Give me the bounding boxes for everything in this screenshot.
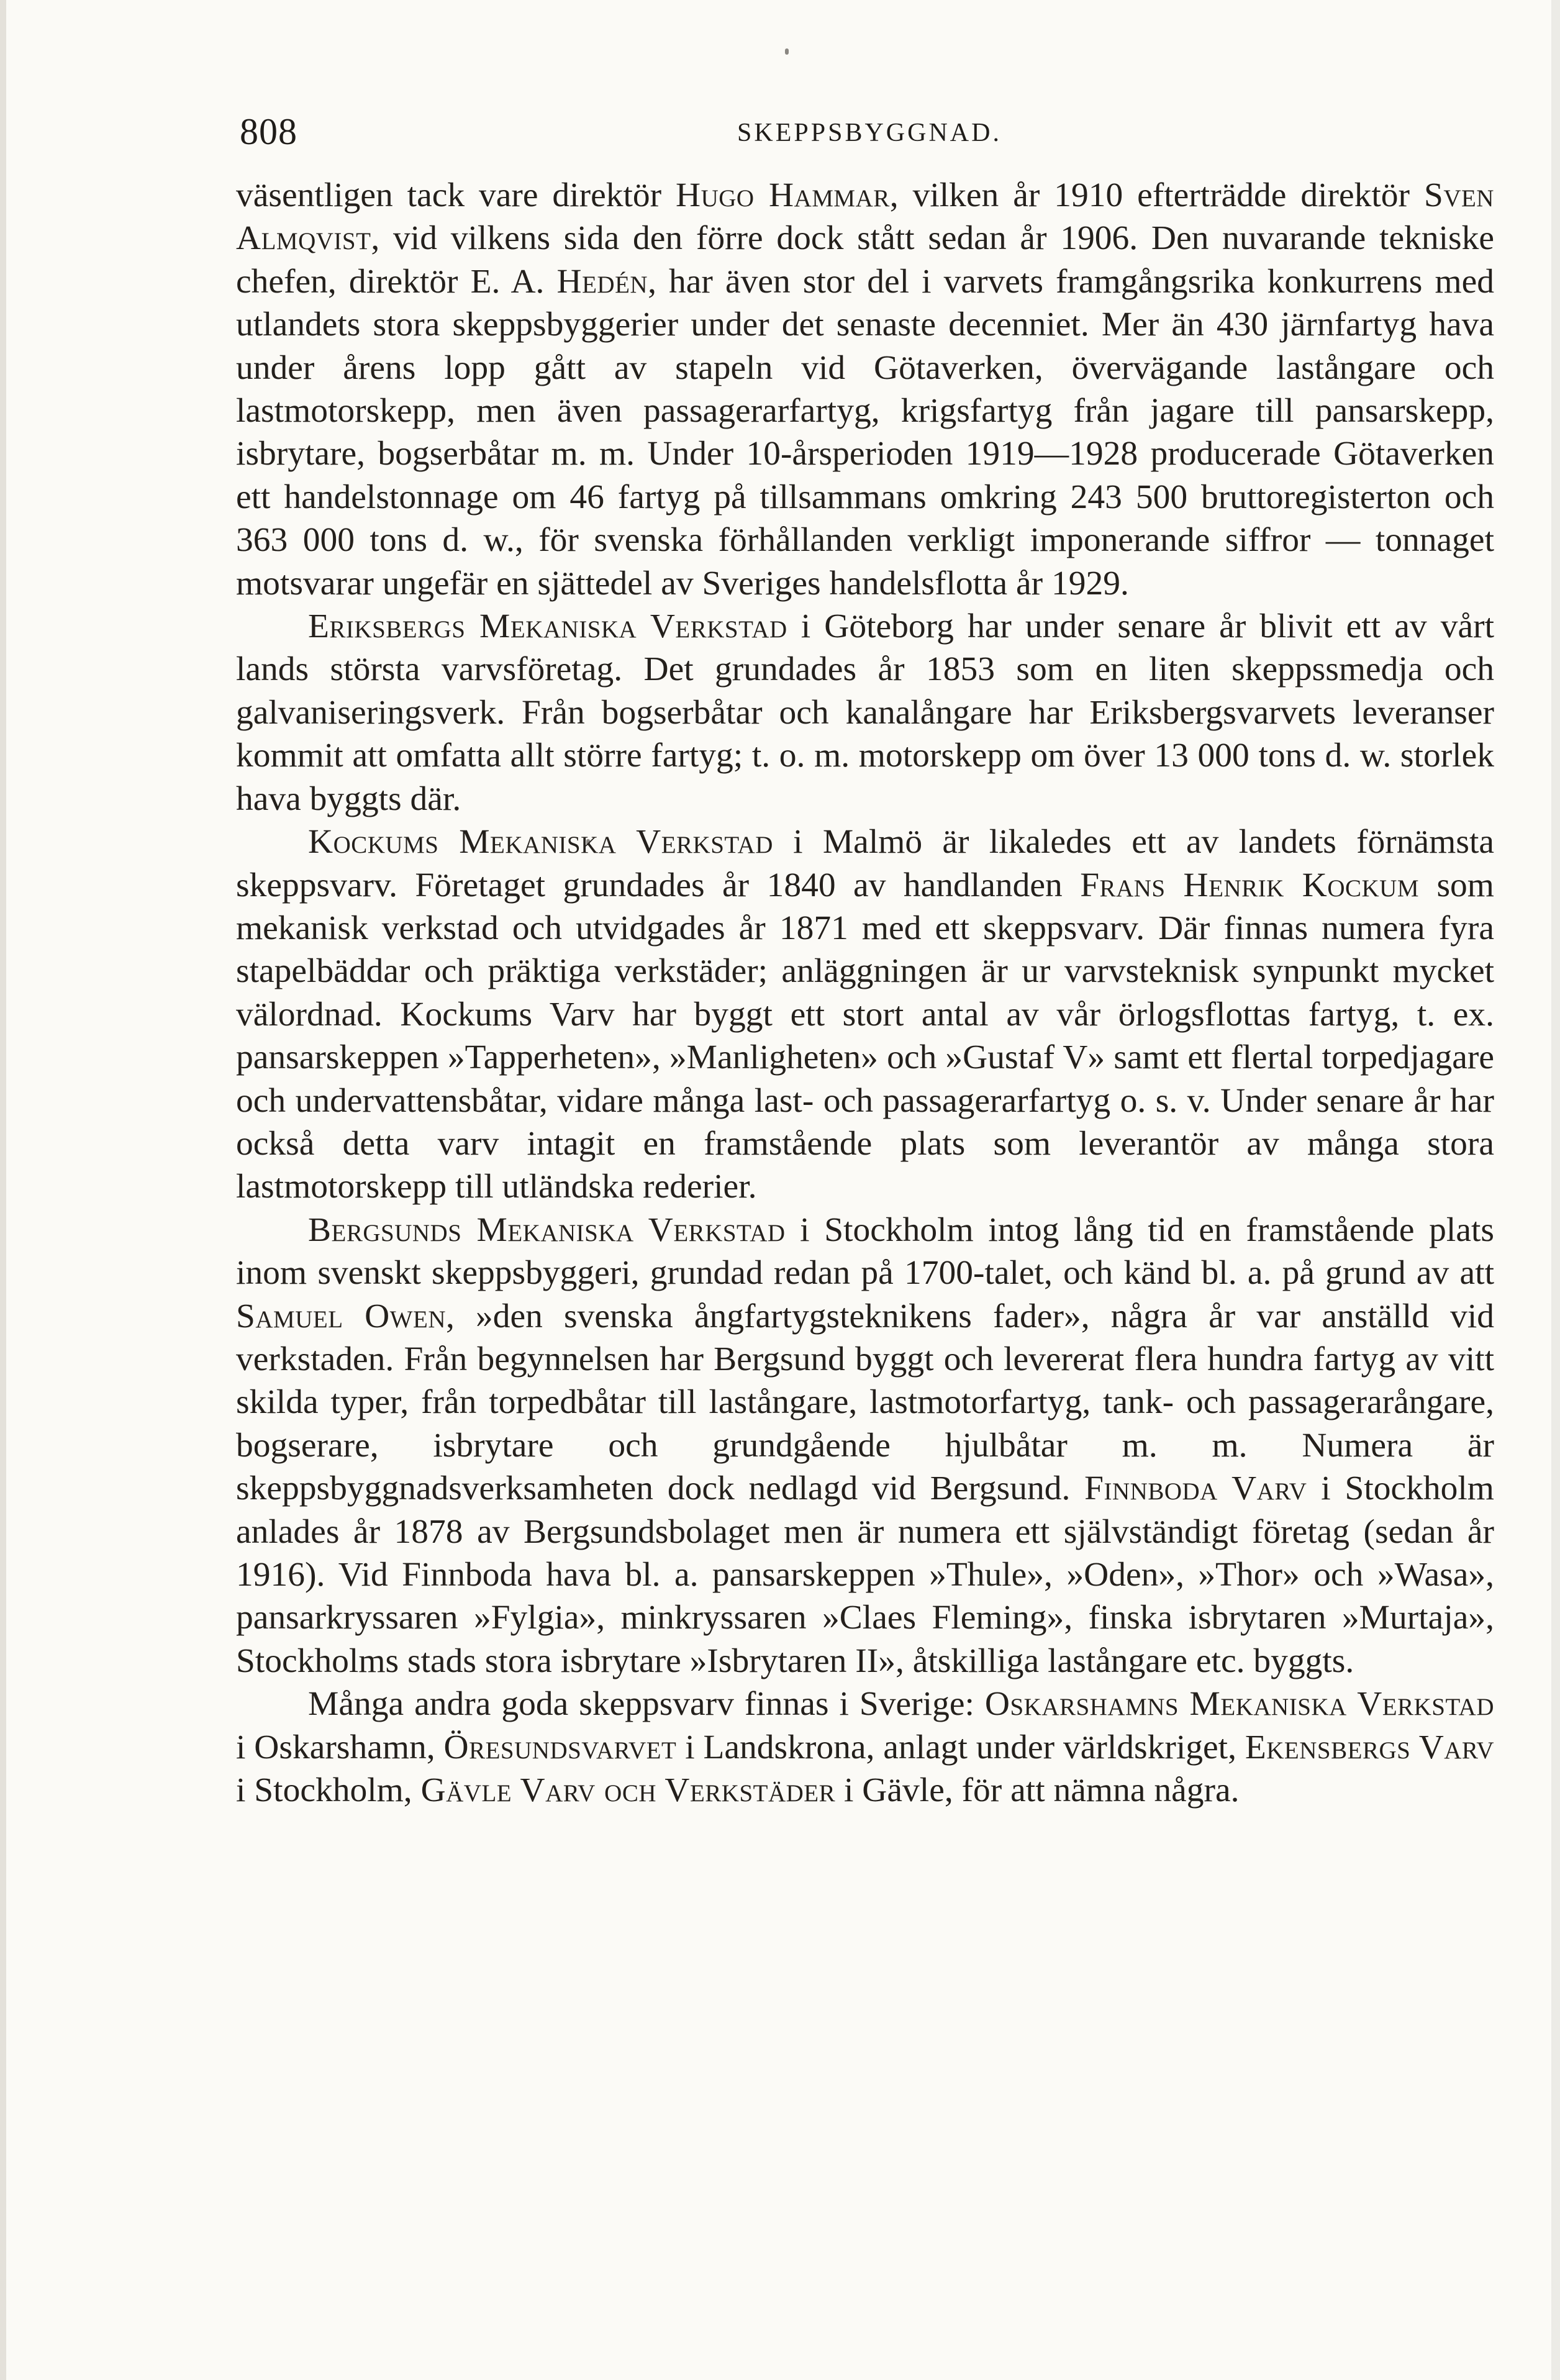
text-run: , har även stor del i varvets framgångsrika konkurrens med utlandets stora skeppsbyggerier under det senaste decenniet. Mer än 430 järnfartyg hava under årens lopp gått av stapeln vid Götaverken, övervägande lastångare och lastmotorskepp, men även passagerarfartyg, krigsfartyg från jagare till pansarskepp, isbrytare, bogserbåtar m. m. Under 10-årsperioden 1919—1928 producerade Götaverken ett handelstonnage om 46 fartyg på tillsammans omkring 243 500 bruttoregisterton och 363 000 tons d. w., för svenska förhållanden verkligt imponerande siffror — tonnaget motsvarar ungefär en sjättedel av Sveriges handelsflotta år 1929.	[236, 262, 1494, 602]
text-run: i Oskarshamn,	[236, 1728, 444, 1766]
paragraph-p5	[236, 1683, 1494, 1812]
page-header	[236, 111, 1503, 150]
proper-name: Ekensbergs Varv	[1245, 1728, 1494, 1766]
paragraph-p4	[236, 1209, 1494, 1683]
text-run: i Gävle, för att nämna några.	[835, 1771, 1240, 1810]
text-run: i Landskrona, anlagt under världskriget,	[676, 1728, 1245, 1766]
proper-name: Sven Almqvist	[236, 176, 1494, 258]
proper-name: Finnboda Varv	[1084, 1469, 1307, 1508]
proper-name: Samuel Owen	[236, 1297, 447, 1335]
body-text	[236, 174, 1494, 1812]
proper-name: Hedén	[556, 262, 648, 301]
proper-name: Eriksbergs Mekaniska Verkstad	[308, 607, 787, 646]
proper-name: Gävle Varv och Verkstäder	[420, 1771, 836, 1810]
page-number: 808	[240, 111, 297, 152]
proper-name: Hugo Hammar	[676, 176, 890, 214]
paragraph-p2	[236, 605, 1494, 820]
text-run: som mekanisk verkstad och utvidgades år 1871 med ett skeppsvarv. Där finnas numera fyra stapelbäddar och präktiga verkstäder; anläggningen är ur varvsteknisk synpunkt mycket välordnad. Kockums Varv har byggt ett stort antal av vår örlogsflottas fartyg, t. ex. pansarskeppen »Tapperheten», »Manligheten» och »Gustaf V» samt ett flertal torpedjagare och undervattensbåtar, vidare många last- och passagerarfartyg o. s. v. Under senare år har också detta varv intagit en framstående plats som leverantör av många stora lastmotorskepp till utländska rederier.	[236, 866, 1494, 1206]
text-run: , vilken år 1910 efterträdde direktör	[889, 176, 1424, 214]
text-run: Många andra goda skeppsvarv finnas i Sverige:	[308, 1685, 985, 1724]
text-run: i Göteborg har under senare år blivit ett av vårt lands största varvsföretag. Det grundades år 1853 som en liten skeppssmedja och galvaniseringsverk. Från bogserbåtar och kanalångare har Eriksbergsvarvets leveranser kommit att omfatta allt större fartyg; t. o. m. motorskepp om över 13 000 tons d. w. storlek hava byggts där.	[236, 607, 1494, 818]
text-run: väsentligen tack vare direktör	[236, 176, 676, 214]
paragraph-p1	[236, 174, 1494, 605]
paragraph-p3	[236, 820, 1494, 1209]
text-run: , »den svenska ångfartygsteknikens fader», några år var anställd vid verkstaden. Från begynnelsen har Bergsund byggt och levererat flera hundra fartyg av vitt skilda typer, från torpedbåtar till lastångare, lastmotorfartyg, tank- och passagerarångare, bogserare, isbrytare och grundgående hjulbåtar m. m. Numera är skeppsbyggnadsverksamheten dock nedlagd vid Bergsund.	[236, 1297, 1494, 1508]
running-head: SKEPPSBYGGNAD.	[737, 119, 1002, 147]
proper-name: Oskarshamns Mekaniska Verkstad	[984, 1685, 1495, 1724]
text-run: i Malmö är likaledes ett av landets förnämsta skeppsvarv. Företaget grundades år 1840 av handlanden	[236, 823, 1494, 904]
proper-name: Frans Henrik Kockum	[1080, 866, 1419, 904]
text-run: , vid vilkens sida den förre dock stått sedan år 1906. Den nuvarande tekniske chefen, direktör E. A.	[236, 219, 1494, 301]
proper-name: Öresundsvarvet	[443, 1728, 677, 1766]
text-run: i Stockholm intog lång tid en framstående plats inom svenskt skeppsbyggeri, grundad redan på 1700-talet, och känd bl. a. på grund av att	[236, 1210, 1494, 1292]
proper-name: Kockums Mekaniska Verkstad	[308, 823, 773, 861]
proper-name: Bergsunds Mekaniska Verkstad	[308, 1210, 786, 1249]
paper-speck	[785, 48, 789, 55]
text-run: i Stockholm,	[236, 1771, 421, 1810]
text-run: i Stockholm anlades år 1878 av Bergsundsbolaget men är numera ett självständigt företag (sedan år 1916). Vid Finnboda hava bl. a. pansarskeppen »Thule», »Oden», »Thor» och »Wasa», pansarkryssaren »Fylgia», minkryssaren »Claes Fleming», finska isbrytaren »Murtaja», Stockholms stads stora isbrytare »Isbrytaren II», åtskilliga lastångare etc. byggts.	[236, 1469, 1494, 1680]
